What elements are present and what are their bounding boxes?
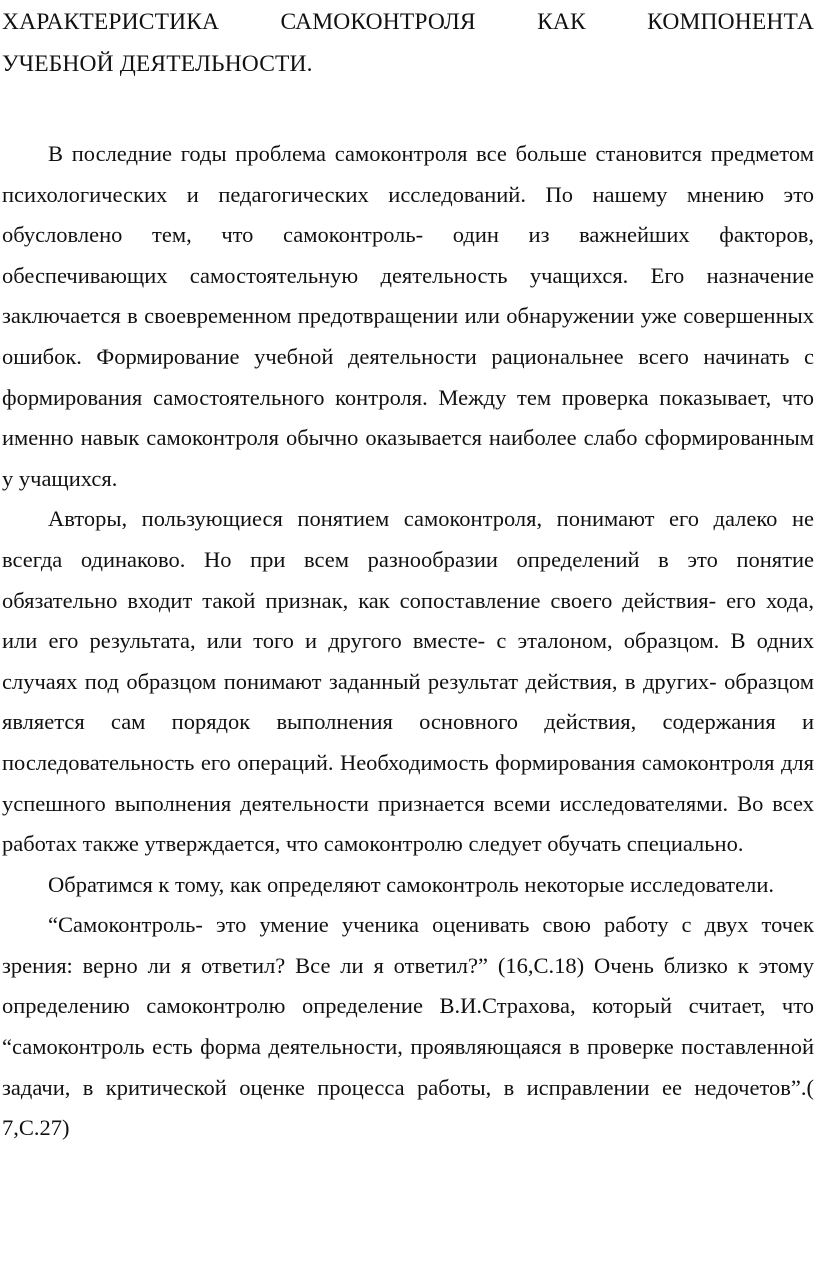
document-title: [2, 0, 814, 85]
paragraph-4: “Самоконтроль- это умение ученика оценивать свою работу с двух точек зрения: верно ли я ответил? Все ли я ответил?” (16,С.18) Очень близко к этому определению самоконтролю определение В.И.Страхова, который считает, что “самоконтроль есть форма деятельности, проявляющаяся в проверке поставленной задачи, в критической оценке процесса работы, в исправлении ее недочетов”.( 7,С.27): [2, 912, 814, 1141]
paragraph-3: Обратимся к тому, как определяют самоконтроль некоторые исследователи.: [48, 871, 775, 897]
document-body: [2, 134, 814, 1149]
paragraph-2: Авторы, пользующиеся понятием самоконтроля, понимают его далеко не всегда одинаково. Но при всем разнообразии определений в это понятие обязательно входит такой признак, как сопоставление своего действия- его хода, или его результата, или того и другого вместе- с эталоном, образцом. В одних случаях под образцом понимают заданный результат действия, в других- образцом является сам порядок выполнения основного действия, содержания и последовательность его операций. Необходимость формирования самоконтроля для успешного выполнения деятельности признается всеми исследователями. Во всех работах также утверждается, что самоконтролю следует обучать специально.: [2, 506, 814, 857]
title-line-1: ХАРАКТЕРИСТИКА САМОКОНТРОЛЯ КАК КОМПОНЕНТА: [2, 9, 814, 35]
title-line-2: УЧЕБНОЙ ДЕЯТЕЛЬНОСТИ.: [2, 51, 313, 77]
paragraph-1: В последние годы проблема самоконтроля все больше становится предметом психологических и педагогических исследований. По нашему мнению это обусловлено тем, что самоконтроль- один из важнейших факторов, обеспечивающих самостоятельную деятельность учащихся. Его назначение заключается в своевременном предотвращении или обнаружении уже совершенных ошибок. Формирование учебной деятельности рациональнее всего начинать с формирования самостоятельного контроля. Между тем проверка показывает, что именно навык самоконтроля обычно оказывается наиболее слабо сформированным у учащихся.: [2, 141, 814, 491]
